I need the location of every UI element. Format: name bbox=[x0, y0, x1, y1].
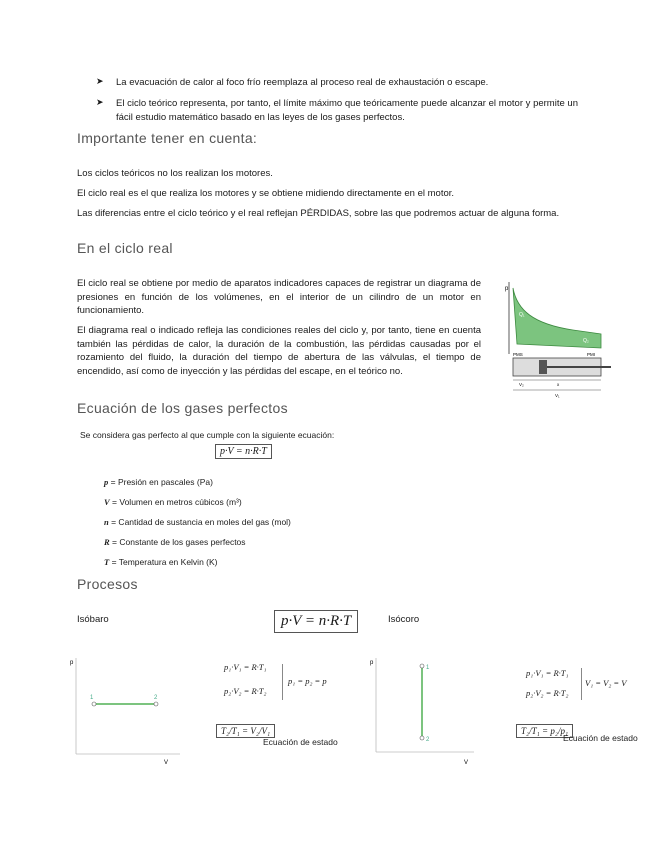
v1-label: V₁ bbox=[555, 393, 560, 398]
def-text: = Presión en pascales (Pa) bbox=[110, 477, 213, 487]
isobaro-state-eq: T₂/T₁ = V₂/V₁ bbox=[216, 724, 275, 738]
def-symbol: V bbox=[104, 497, 110, 507]
isobaric-graph bbox=[66, 654, 186, 766]
bullet-text: El ciclo teórico representa, por tanto, el límite máximo que teóricamente puede alcanzar el motor y permite un fácil estudio matemático basado en las leyes de los gases perfectos. bbox=[116, 98, 578, 123]
def-row bbox=[104, 517, 291, 527]
isobaro-eq-2: p₂·V₂ = R·T₂ bbox=[224, 686, 267, 696]
def-text: = Volumen en metros cúbicos (m³) bbox=[112, 497, 242, 507]
formula-box-large: p·V = n·R·T bbox=[274, 610, 358, 633]
def-symbol: T bbox=[104, 557, 110, 567]
axis-v-label: V bbox=[464, 760, 469, 766]
axis-v-label: V bbox=[164, 760, 169, 766]
isochoric-graph bbox=[366, 654, 478, 766]
v2-label: V₂ bbox=[519, 382, 524, 387]
label-isocoro: Isócoro bbox=[388, 614, 420, 625]
paragraph: El ciclo real se obtiene por medio de aparatos indicadores capaces de registrar un diagrama de presiones en función de los volúmenes, en el interior de un cilindro de un motor en funcionamiento. bbox=[77, 278, 481, 316]
isobaro-state-label: Ecuación de estado bbox=[263, 737, 338, 747]
def-row bbox=[104, 477, 213, 487]
def-text: = Temperatura en Kelvin (K) bbox=[111, 557, 218, 567]
def-text: = Cantidad de sustancia en moles del gas (mol) bbox=[111, 517, 291, 527]
def-row bbox=[104, 557, 218, 567]
piston bbox=[539, 360, 547, 374]
isocoro-state-eq: T₂/T₁ = p₂/p₁ bbox=[516, 724, 573, 738]
real-cycle-diagram bbox=[503, 280, 615, 400]
point-2 bbox=[420, 736, 424, 740]
heading-ecuacion: Ecuación de los gases perfectos bbox=[77, 400, 288, 416]
ecuacion-intro: Se considera gas perfecto al que cumple con la siguiente ecuación: bbox=[80, 430, 335, 440]
paragraph: Las diferencias entre el ciclo teórico y el real reflejan PÉRDIDAS, sobre las que podremos actuar de alguna forma. bbox=[77, 208, 560, 219]
point-2-label: 2 bbox=[154, 695, 158, 701]
pmi-label: PMI bbox=[587, 352, 596, 357]
def-symbol: R bbox=[104, 537, 110, 547]
isocoro-state-label: Ecuación de estado bbox=[563, 733, 638, 743]
axis-p-label: p bbox=[70, 660, 74, 666]
def-row bbox=[104, 537, 246, 547]
def-symbol: n bbox=[104, 517, 109, 527]
def-symbol: p bbox=[104, 477, 109, 487]
isobaro-condition: p₁ = p₂ = p bbox=[288, 676, 327, 686]
isocoro-condition: V₁ = V₂ = V bbox=[585, 678, 627, 688]
point-2-label: 2 bbox=[426, 737, 430, 743]
axis-p-label: p bbox=[370, 660, 374, 666]
x-label: x bbox=[557, 382, 560, 387]
point-1 bbox=[92, 702, 96, 706]
label-isobaro: Isóbaro bbox=[77, 614, 109, 625]
paragraph: Los ciclos teóricos no los realizan los motores. bbox=[77, 168, 273, 179]
bullet-arrow-icon: ➤ bbox=[96, 76, 104, 86]
point-1-label: 1 bbox=[90, 695, 94, 701]
heading-procesos: Procesos bbox=[77, 576, 138, 592]
formula-box: p·V = n·R·T bbox=[215, 444, 272, 459]
pms-label: PMS bbox=[513, 352, 523, 357]
heading-importante: Importante tener en cuenta: bbox=[77, 130, 258, 146]
isocoro-eq-1: p₁·V₁ = R·T₁ bbox=[526, 668, 569, 678]
paragraph: El diagrama real o indicado refleja las condiciones reales del ciclo y, por tanto, tiene en cuenta también las pérdidas de calor, la duración de la combustión, las pérdidas causadas por el rozamiento del fluido, la duración del tiempo de abertura de las válvulas, el tiempo de encendido, así como de inyección y las pérdidas del escape, en el teórico no. bbox=[77, 325, 481, 377]
point-1-label: 1 bbox=[426, 665, 430, 671]
q1-label: Q₁ bbox=[519, 312, 525, 318]
def-row bbox=[104, 497, 242, 507]
paragraph: El ciclo real es el que realiza los motores y se obtiene midiendo directamente en el motor. bbox=[77, 188, 455, 199]
isocoro-eq-2: p₂·V₂ = R·T₂ bbox=[526, 688, 569, 698]
heading-ciclo-real: En el ciclo real bbox=[77, 240, 173, 256]
q2-label: Q₂ bbox=[583, 338, 589, 344]
def-text: = Constante de los gases perfectos bbox=[112, 537, 246, 547]
point-1 bbox=[420, 664, 424, 668]
point-2 bbox=[154, 702, 158, 706]
isobaro-eq-1: p₁·V₁ = R·T₁ bbox=[224, 662, 267, 672]
bullet-arrow-icon: ➤ bbox=[96, 97, 104, 107]
bullet-text: La evacuación de calor al foco frío reemplaza al proceso real de exhaustación o escape. bbox=[116, 77, 489, 88]
axis-p-label: p bbox=[505, 286, 509, 292]
work-label: W bbox=[548, 320, 554, 326]
